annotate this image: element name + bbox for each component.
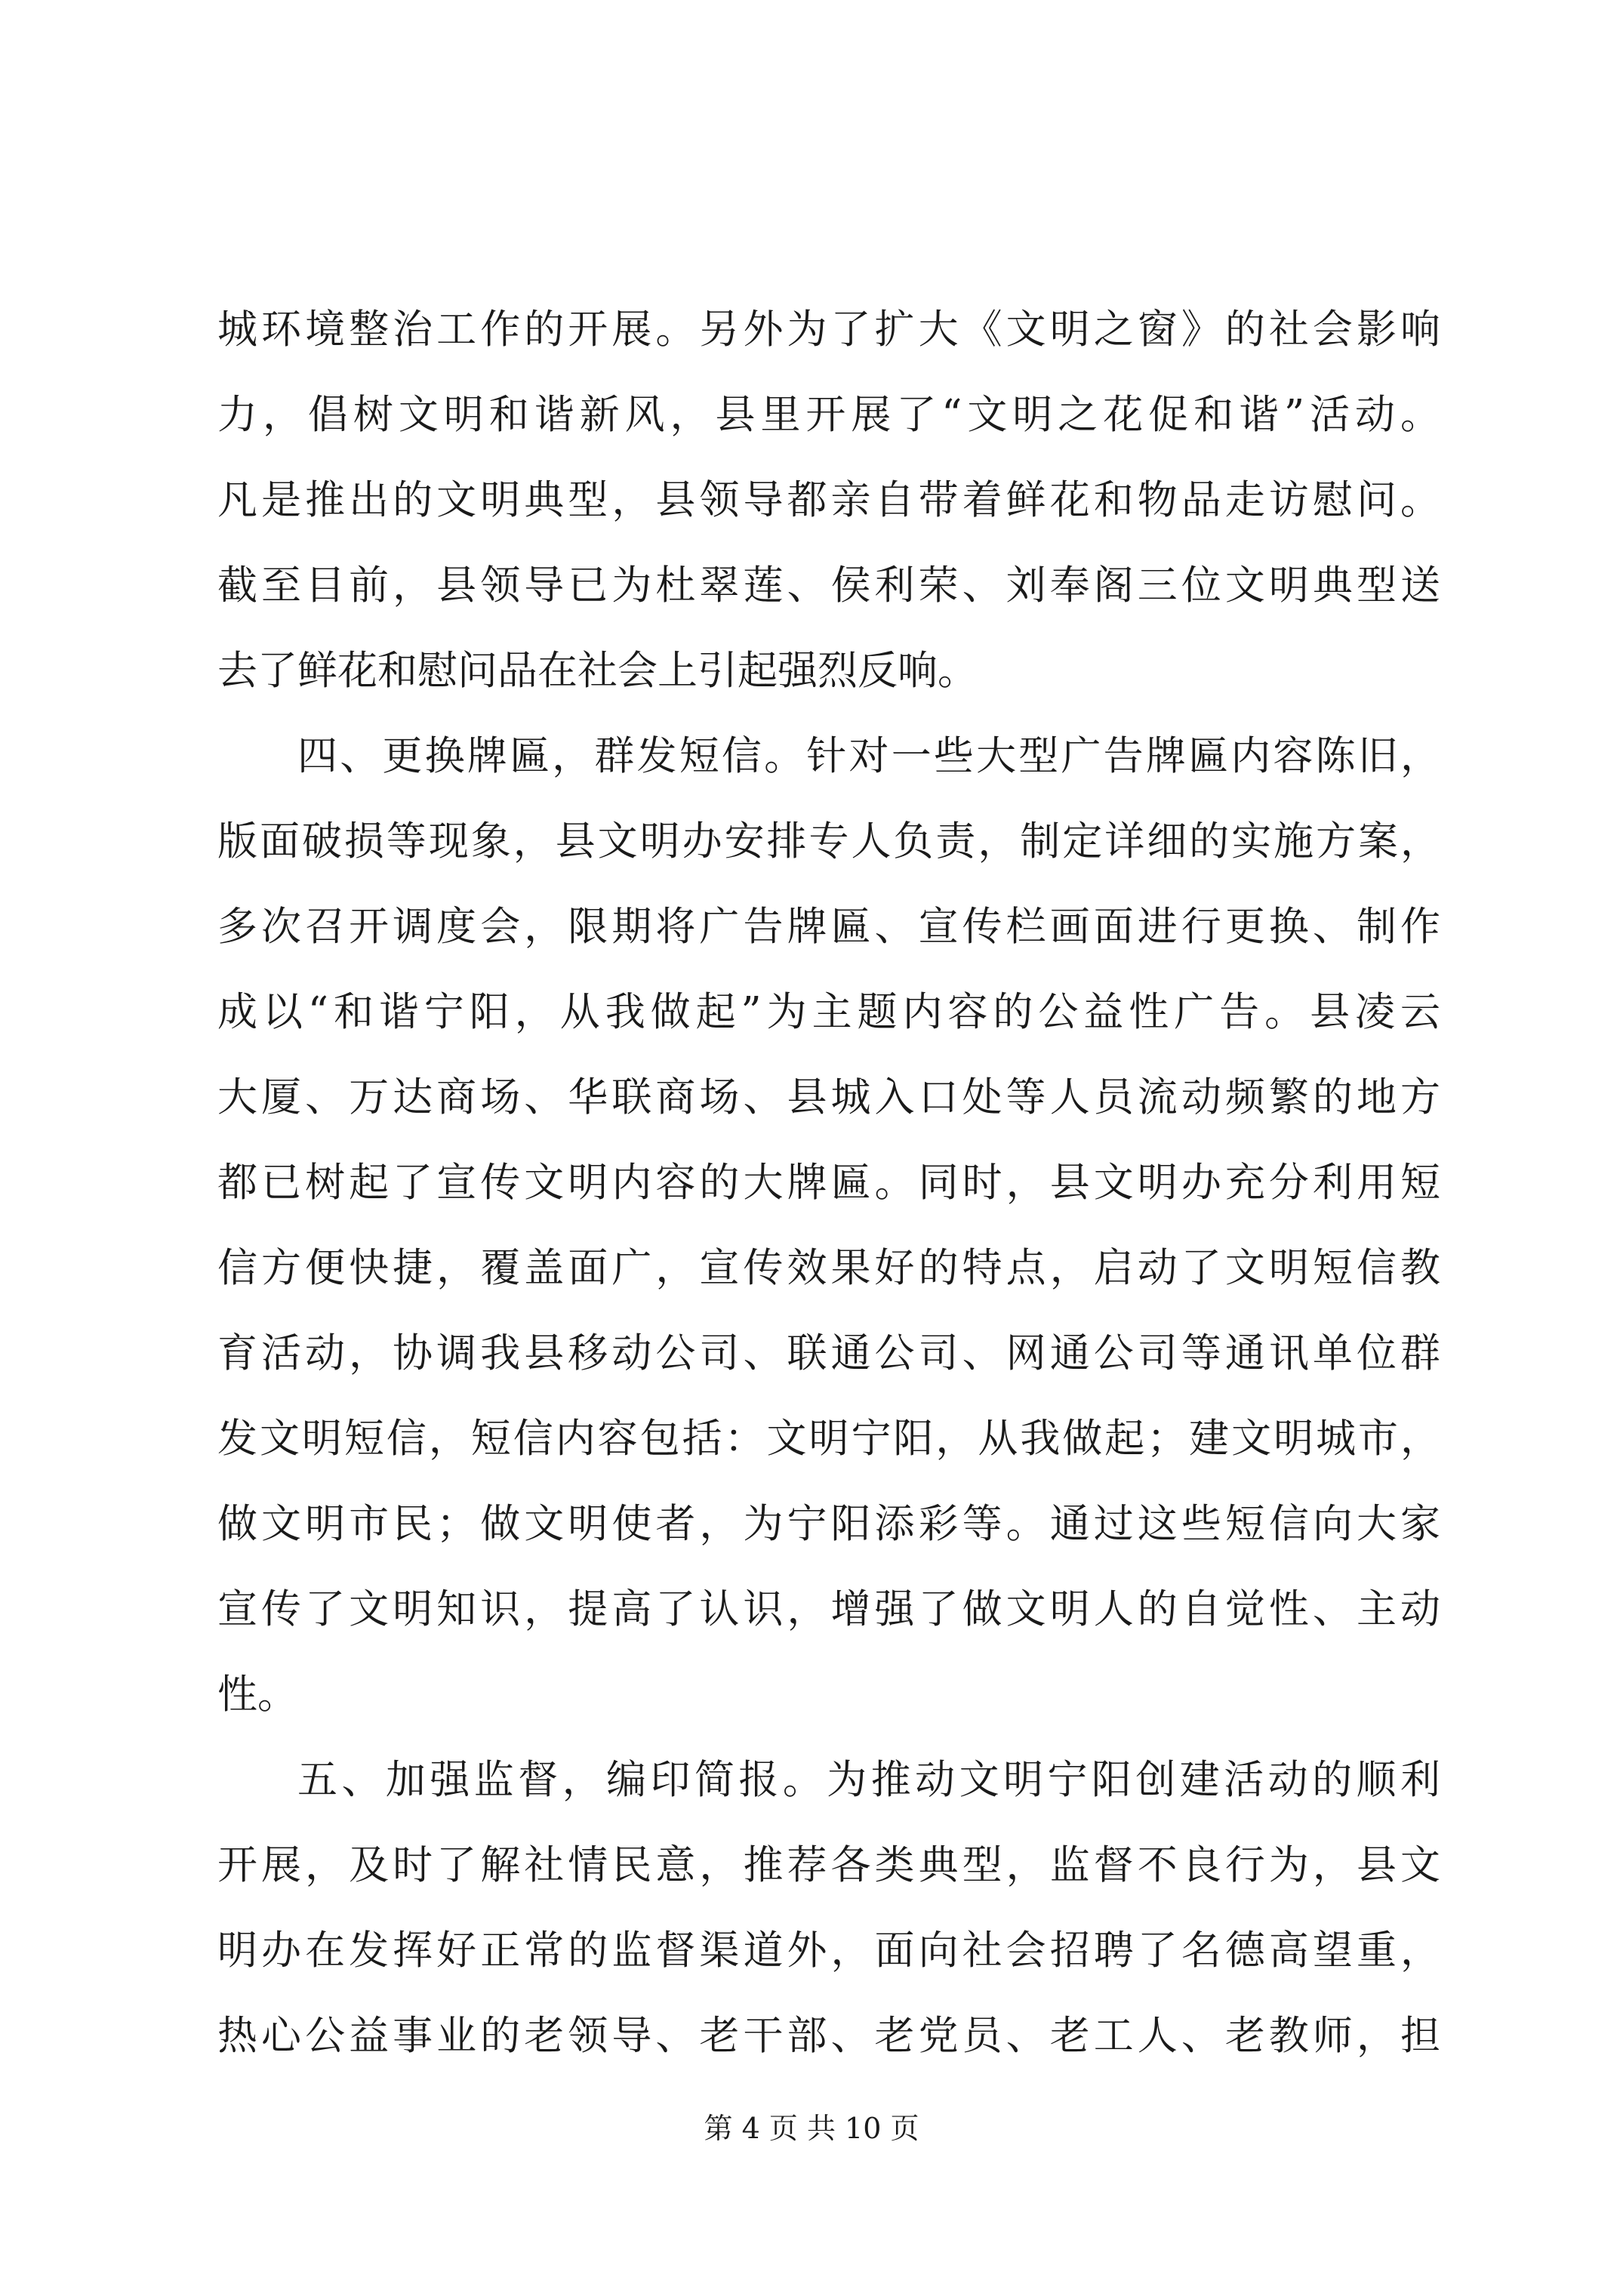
text-line: 热心公益事业的老领导、老干部、老党员、老工人、老教师，担 (217, 2013, 1440, 2059)
text-line: 宣传了文明知识，提高了认识，增强了做文明人的自觉性、主动 (217, 1586, 1440, 1632)
text-line: 成以“和谐宁阳，从我做起”为主题内容的公益性广告。县凌云 (217, 989, 1440, 1035)
text-line: 性。 (217, 1672, 297, 1718)
text-line: 发文明短信，短信内容包括：文明宁阳，从我做起；建文明城市， (217, 1416, 1440, 1462)
text-line: 育活动，协调我县移动公司、联通公司、网通公司等通讯单位群 (217, 1330, 1440, 1376)
text-line: 去了鲜花和慰问品在社会上引起强烈反响。 (217, 648, 978, 694)
text-line: 开展，及时了解社情民意，推荐各类典型，监督不良行为，县文 (217, 1842, 1440, 1888)
text-line: 做文明市民；做文明使者，为宁阳添彩等。通过这些短信向大家 (217, 1501, 1440, 1547)
text-line: 凡是推出的文明典型，县领导都亲自带着鲜花和物品走访慰问。 (217, 477, 1440, 523)
text-line: 都已树起了宣传文明内容的大牌匾。同时，县文明办充分利用短 (217, 1160, 1440, 1206)
text-line: 版面破损等现象，县文明办安排专人负责，制定详细的实施方案， (217, 818, 1440, 864)
text-line: 截至目前，县领导已为杜翠莲、侯利荣、刘奉阁三位文明典型送 (217, 562, 1440, 609)
text-line: 多次召开调度会，限期将广告牌匾、宣传栏画面进行更换、制作 (217, 904, 1440, 950)
text-line: 明办在发挥好正常的监督渠道外，面向社会招聘了名德高望重， (217, 1928, 1440, 1974)
text-line: 城环境整治工作的开展。另外为了扩大《文明之窗》的社会影响 (217, 307, 1440, 353)
text-line: 四、更换牌匾，群发短信。针对一些大型广告牌匾内容陈旧， (297, 733, 1440, 779)
body-text (217, 287, 1440, 2079)
text-line: 大厦、万达商场、华联商场、县城入口处等人员流动频繁的地方 (217, 1074, 1440, 1120)
text-line: 力，倡树文明和谐新风，县里开展了“文明之花促和谐”活动。 (217, 392, 1440, 438)
page-footer: 第 4 页 共 10 页 (704, 2112, 919, 2145)
text-line: 信方便快捷，覆盖面广，宣传效果好的特点，启动了文明短信教 (217, 1245, 1440, 1291)
text-line: 五、加强监督，编印简报。为推动文明宁阳创建活动的顺利 (297, 1757, 1440, 1803)
